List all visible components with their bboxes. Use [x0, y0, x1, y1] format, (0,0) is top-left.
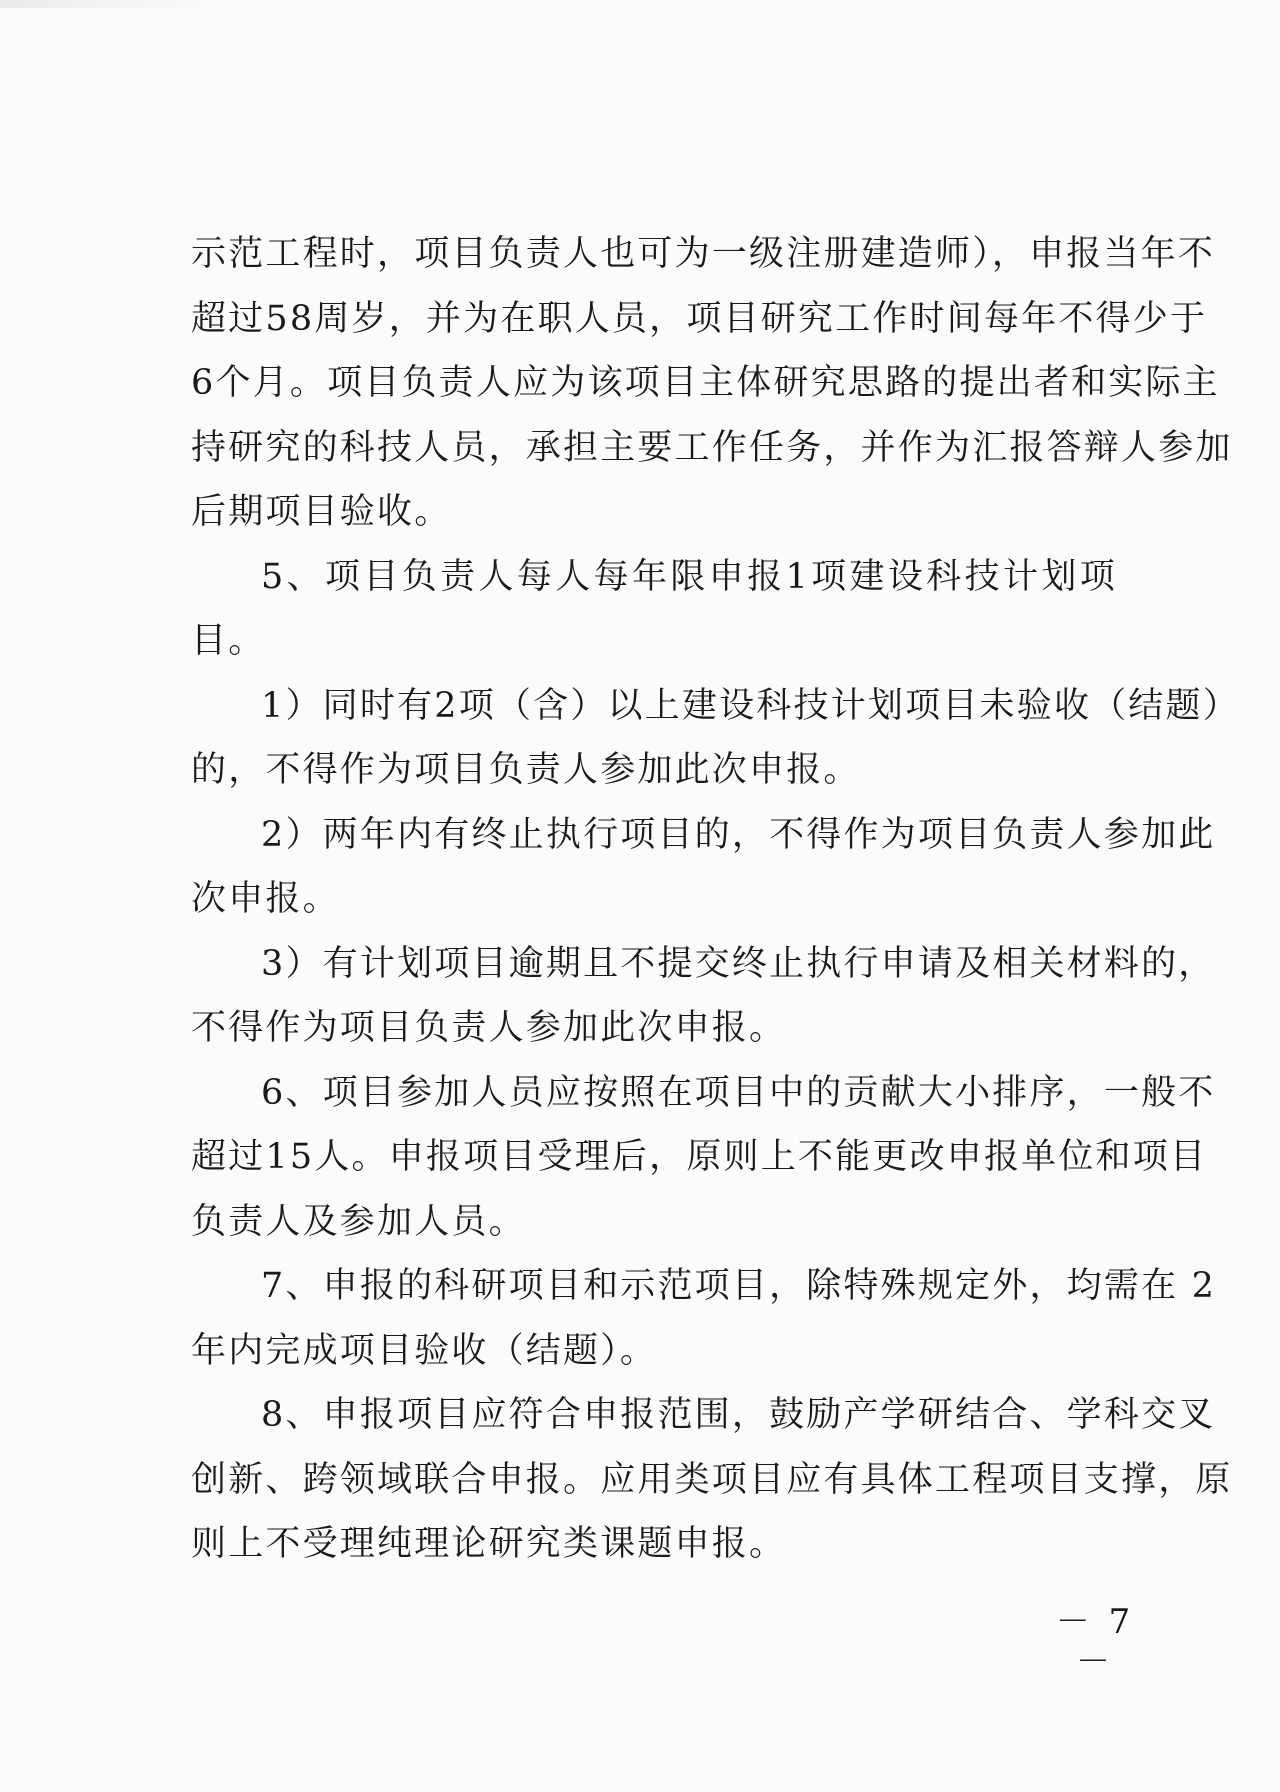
- page-number: － 7 －: [1055, 1602, 1135, 1682]
- text-line: 2）两年内有终止执行项目的，不得作为项目负责人参加此: [261, 814, 1216, 855]
- document-body: [191, 222, 1240, 1577]
- text-line: 负责人及参加人员。: [191, 1201, 526, 1242]
- paragraph-item-5-1: [191, 674, 1240, 803]
- text-line: 超过15人。申报项目受理后，原则上不能更改申报单位和项目: [191, 1137, 1208, 1177]
- paragraph-item-5-3: [191, 932, 1216, 1061]
- paragraph-continued: [191, 222, 1233, 545]
- text-line: 示范工程时，项目负责人也可为一级注册建造师），申报当年不: [191, 234, 1216, 274]
- text-line: 持研究的科技人员，承担主要工作任务，并作为汇报答辩人参加: [191, 427, 1233, 468]
- paragraph-item-6: [191, 1061, 1216, 1255]
- text-line: 6个月。项目负责人应为该项目主体研究思路的提出者和实际主: [191, 363, 1220, 403]
- text-line: 8、申报项目应符合申报范围，鼓励产学研结合、学科交叉: [261, 1395, 1216, 1435]
- text-line: 不得作为项目负责人参加此次申报。: [191, 1008, 787, 1048]
- text-line: 1）同时有2项（含）以上建设科技计划项目未验收（结题）: [261, 685, 1240, 726]
- paragraph-item-8: [191, 1383, 1233, 1577]
- text-line: 年内完成项目验收（结题）。: [191, 1330, 658, 1371]
- paragraph-item-7: [191, 1254, 1217, 1383]
- text-line: 超过58周岁，并为在职人员，项目研究工作时间每年不得少于: [191, 298, 1208, 339]
- text-line: 则上不受理纯理论研究类课题申报。: [191, 1524, 787, 1564]
- text-line: 5、项目负责人每人每年限申报1项建设科技计划项目。: [191, 556, 1117, 661]
- text-line: 的，不得作为项目负责人参加此次申报。: [191, 750, 861, 790]
- text-line: 6、项目参加人员应按照在项目中的贡献大小排序，一般不: [261, 1072, 1216, 1113]
- text-line: 3）有计划项目逾期且不提交终止执行申请及相关材料的，: [261, 943, 1216, 984]
- scan-artifact: [0, 0, 210, 8]
- text-line: 次申报。: [191, 879, 340, 919]
- paragraph-item-5: [191, 545, 1117, 674]
- text-line: 后期项目验收。: [191, 492, 452, 532]
- text-line: 7、申报的科研项目和示范项目，除特殊规定外，均需在 2: [261, 1266, 1217, 1306]
- text-line: 创新、跨领域联合申报。应用类项目应有具体工程项目支撑，原: [191, 1459, 1233, 1500]
- paragraph-item-5-2: [191, 803, 1216, 932]
